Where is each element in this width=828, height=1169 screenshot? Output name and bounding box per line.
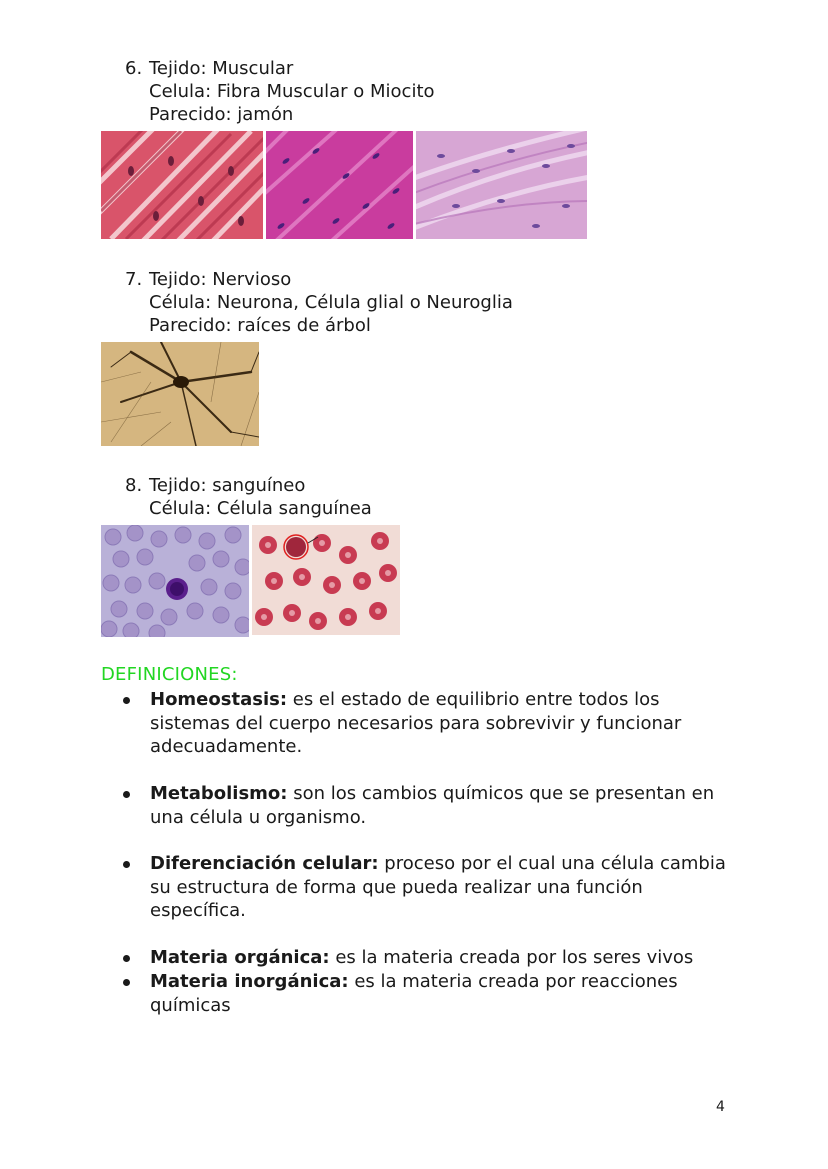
muscle-micrograph-3 <box>416 131 587 239</box>
bullet-icon <box>123 697 130 704</box>
bullet-icon <box>123 861 130 868</box>
item-number: 6. <box>125 58 143 79</box>
tissue-type: Tejido: Muscular <box>149 58 294 79</box>
item-number: 8. <box>125 475 143 496</box>
definition-homeostasis <box>123 688 733 760</box>
definition-term: Materia orgánica: <box>150 947 330 968</box>
blood-smear-2 <box>252 525 400 635</box>
neuron-micrograph <box>101 342 259 446</box>
definition-term: Diferenciación celular: <box>150 853 379 874</box>
bullet-icon <box>123 791 130 798</box>
bullet-icon <box>123 979 130 986</box>
tissue-item-muscular <box>125 57 625 129</box>
item-number: 7. <box>125 269 143 290</box>
cell-type: Célula: Célula sanguínea <box>149 498 372 519</box>
definition-materia-inorganica <box>123 970 733 1018</box>
definition-text: es la materia creada por reacciones químicas <box>150 971 678 1016</box>
tissue-item-sanguineo <box>125 474 625 522</box>
definition-metabolismo <box>123 782 733 830</box>
definition-text: proceso por el cual una célula cambia su estructura de forma que pueda realizar una función específica. <box>150 853 726 921</box>
tissue-type: Tejido: Nervioso <box>149 269 292 290</box>
definition-term: Homeostasis: <box>150 689 288 710</box>
tissue-type: Tejido: sanguíneo <box>149 475 306 496</box>
resemblance: Parecido: raíces de árbol <box>149 315 371 336</box>
definitions-heading: DEFINICIONES: <box>101 664 238 685</box>
cell-type: Celula: Fibra Muscular o Miocito <box>149 81 435 102</box>
definition-diferenciacion-celular <box>123 852 733 924</box>
definition-text: es la materia creada por los seres vivos <box>329 947 694 968</box>
bullet-icon <box>123 955 130 962</box>
definition-term: Materia inorgánica: <box>150 971 349 992</box>
resemblance: Parecido: jamón <box>149 104 294 125</box>
definition-materia-organica <box>123 946 733 970</box>
page-number: 4 <box>716 1099 725 1115</box>
muscle-micrograph-2 <box>266 131 413 239</box>
muscle-micrograph-1 <box>101 131 263 239</box>
definition-term: Metabolismo: <box>150 783 288 804</box>
definition-text: es el estado de equilibrio entre todos los sistemas del cuerpo necesarios para sobrevivir y funcionar adecuadamente. <box>150 689 682 757</box>
tissue-item-nervioso <box>125 268 625 340</box>
cell-type: Célula: Neurona, Célula glial o Neuroglia <box>149 292 513 313</box>
definition-text: son los cambios químicos que se presentan en una célula u organismo. <box>150 783 715 828</box>
blood-smear-1 <box>101 525 249 637</box>
